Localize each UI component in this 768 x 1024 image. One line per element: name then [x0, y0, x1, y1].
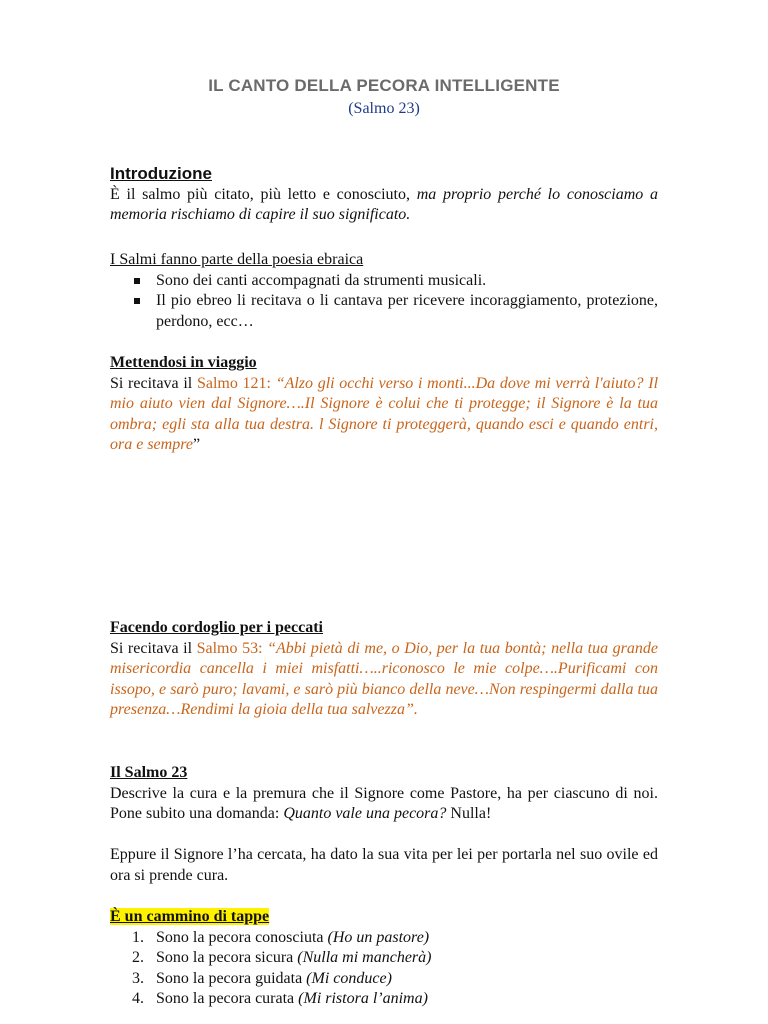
cordoglio-quote: “Abbi pietà di me, o Dio, per la tua bontà; nella tua grande misericordia cancella i miei misfatti…..riconosco le mie colpe….Purificami con issopo, e sarò puro; lavami, e sarò più bianco della neve…Non respingermi dalla tua presenza…Rendimi la gioia della tua salvezza”. — [110, 639, 658, 719]
list-italic: (Mi ristora l’anima) — [298, 990, 428, 1008]
viaggio-lead: Si recitava il — [110, 374, 197, 392]
list-item: Il pio ebreo li recitava o li cantava per ricevere incoraggiamento, protezione, perdono, ecc… — [110, 291, 658, 332]
cordoglio-section — [110, 618, 658, 721]
salmi-list — [110, 271, 658, 333]
list-italic: (Nulla mi mancherà) — [297, 949, 432, 967]
viaggio-ref: Salmo 121: — [196, 374, 276, 392]
document-subtitle: (Salmo 23) — [348, 100, 420, 117]
intro-section — [110, 164, 658, 226]
salmo23-paragraph-1 — [110, 784, 658, 825]
tappe-heading-text: È un cammino di tappe — [110, 908, 270, 925]
cordoglio-paragraph — [110, 639, 658, 721]
salmo23-paragraph-2: Eppure il Signore l’ha cercata, ha dato la sua vita per lei per portarla nel suo ovile ed ora si prende cura. — [110, 846, 658, 884]
tappe-section — [110, 907, 658, 1010]
viaggio-close: ” — [192, 436, 201, 454]
tappe-list — [110, 928, 658, 1010]
viaggio-section — [110, 353, 658, 456]
tappe-heading — [110, 907, 658, 928]
list-item — [110, 989, 658, 1010]
salmo23-heading: Il Salmo 23 — [110, 764, 188, 781]
salmi-section — [110, 250, 658, 332]
intro-text: È il salmo più citato, più letto e conosciuto, — [110, 185, 417, 203]
viaggio-quote: “Alzo gli occhi verso i monti...Da dove mi verrà l'aiuto? Il mio aiuto vien dal Signore….Il Signore è colui che ti protegge; il Signore è la tua ombra; egli sta alla tua destra. l Signore ti proteggerà, quando esci e quando entri, ora e sempre — [110, 374, 659, 454]
list-item — [110, 948, 658, 969]
list-text: Sono la pecora conosciuta — [156, 928, 328, 946]
list-item: Sono dei canti accompagnati da strumenti musicali. — [110, 271, 658, 292]
document-title: IL CANTO DELLA PECORA INTELLIGENTE — [208, 76, 560, 95]
cordoglio-ref: Salmo 53: — [196, 639, 268, 657]
list-text: Sono la pecora curata — [156, 990, 299, 1008]
salmi-heading: I Salmi fanno parte della poesia ebraica — [110, 251, 364, 268]
list-number: 4. — [132, 990, 144, 1008]
list-number: 2. — [132, 949, 144, 967]
intro-italic: ma proprio perché lo conosciamo a memoria rischiamo di capire il suo significato. — [110, 185, 659, 224]
salmo23-p1b: Nulla! — [446, 805, 492, 823]
salmo23-p1-italic: Quanto vale una pecora? — [283, 805, 447, 823]
salmo23-p1a: Descrive la cura e la premura che il Signore come Pastore, ha per ciascuno di noi. Pone subito una domanda: — [110, 784, 658, 823]
list-number: 3. — [132, 969, 144, 987]
cordoglio-lead: Si recitava il — [110, 639, 197, 657]
list-item — [110, 969, 658, 990]
cordoglio-heading: Facendo cordoglio per i peccati — [110, 619, 323, 636]
viaggio-heading: Mettendosi in viaggio — [110, 354, 257, 371]
viaggio-paragraph — [110, 374, 658, 456]
list-item — [110, 928, 658, 949]
list-number: 1. — [132, 928, 144, 946]
intro-paragraph — [110, 185, 658, 226]
list-italic: (Ho un pastore) — [327, 928, 430, 946]
salmo23-section — [110, 763, 658, 887]
intro-heading: Introduzione — [110, 164, 212, 183]
list-italic: (Mi conduce) — [306, 969, 392, 987]
list-text: Sono la pecora sicura — [156, 949, 298, 967]
list-text: Sono la pecora guidata — [156, 969, 307, 987]
